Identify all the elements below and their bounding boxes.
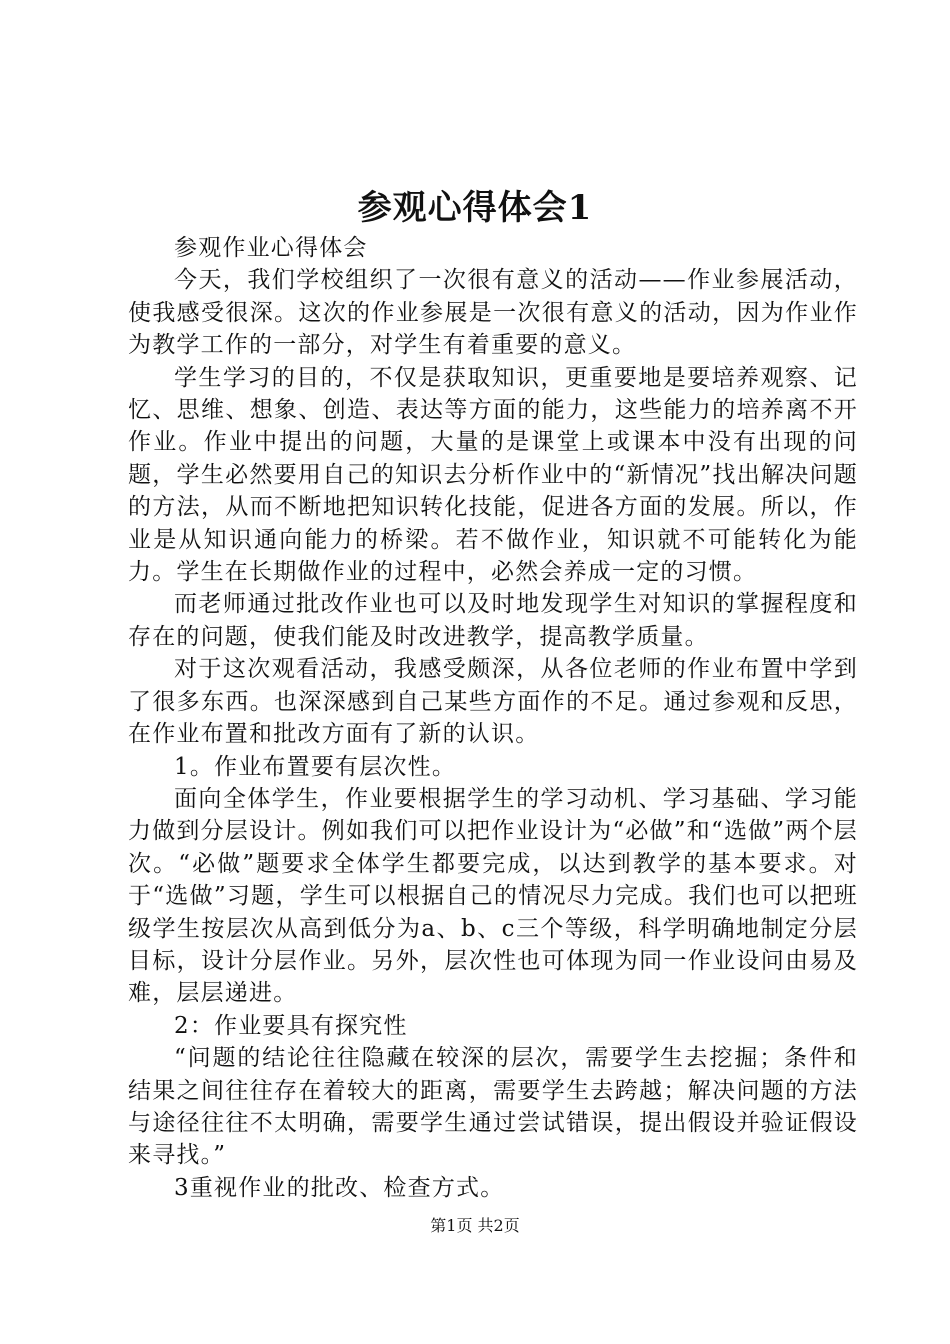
section-heading: 1。作业布置要有层次性。	[174, 753, 457, 780]
body-paragraph: 今天，我们学校组织了一次很有意义的活动——作业参展活动，使我感受很深。这次的作业参展是一次很有意义的活动，因为作业作为教学工作的一部分，对学生有着重要的意义。	[128, 267, 858, 359]
body-paragraph: “问题的结论往往隐藏在较深的层次，需要学生去挖掘；条件和结果之间往往存在着较大的距离，需要学生去跨越；解决问题的方法与途径往往不太明确，需要学生通过尝试错误，提出假设并验证假设来寻找。”	[128, 1045, 858, 1169]
body-paragraph: 对于这次观看活动，我感受颇深，从各位老师的作业布置中学到了很多东西。也深深感到自己某些方面作的不足。通过参观和反思，在作业布置和批改方面有了新的认识。	[128, 656, 858, 748]
document-title: 参观心得体会1	[357, 188, 593, 228]
document-body	[128, 232, 858, 1204]
subtitle-paragraph: 参观作业心得体会	[174, 235, 368, 261]
section-heading: 2：作业要具有探究性	[174, 1012, 408, 1039]
page-footer: 第1页 共2页	[430, 1216, 520, 1235]
body-paragraph: 学生学习的目的，不仅是获取知识，更重要地是要培养观察、记忆、思维、想象、创造、表达等方面的能力，这些能力的培养离不开作业。作业中提出的问题，大量的是课堂上或课本中没有出现的问题，学生必然要用自己的知识去分析作业中的“新情况”找出解决问题的方法，从而不断地把知识转化技能，促进各方面的发展。所以，作业是从知识通向能力的桥梁。若不做作业，知识就不可能转化为能力。学生在长期做作业的过程中，必然会养成一定的习惯。	[128, 364, 858, 586]
section-heading: 3重视作业的批改、检查方式。	[174, 1174, 505, 1201]
body-paragraph: 而老师通过批改作业也可以及时地发现学生对知识的掌握程度和存在的问题，使我们能及时改进教学，提高教学质量。	[128, 591, 858, 650]
body-paragraph: 面向全体学生，作业要根据学生的学习动机、学习基础、学习能力做到分层设计。例如我们可以把作业设计为“必做”和“选做”两个层次。“必做”题要求全体学生都要完成，以达到教学的基本要求。对于“选做”习题，学生可以根据自己的情况尽力完成。我们也可以把班级学生按层次从高到低分为a、b、c三个等级，科学明确地制定分层目标，设计分层作业。另外，层次性也可体现为同一作业设问由易及难，层层递进。	[128, 785, 858, 1007]
